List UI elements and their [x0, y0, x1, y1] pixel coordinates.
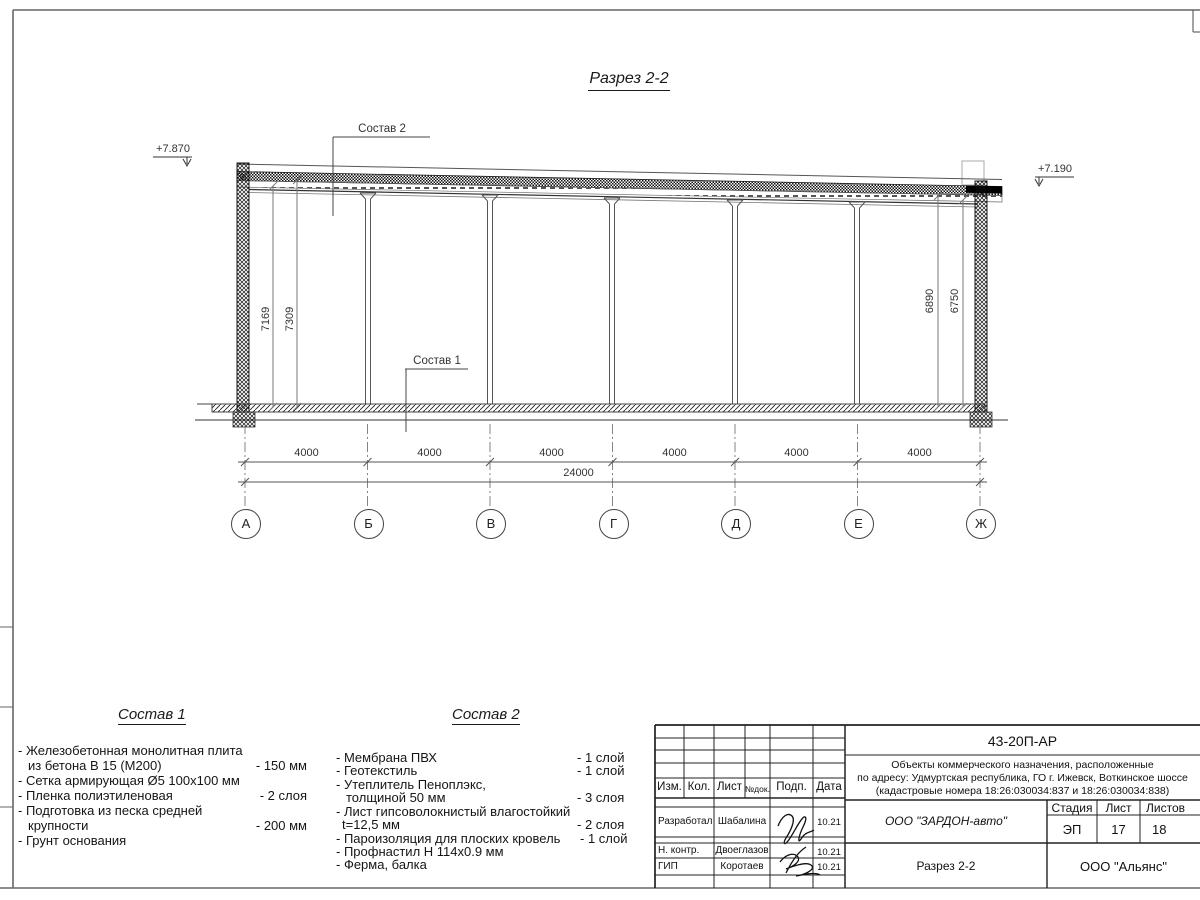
sheets-total: 18 — [1152, 822, 1167, 837]
sheet-label: Лист — [1105, 801, 1132, 815]
org-name: ООО "Альянс" — [1080, 859, 1167, 874]
col-izm: Изм. — [657, 781, 682, 793]
signature-1 — [778, 814, 814, 843]
callout-sostav2: Состав 2 — [358, 123, 406, 135]
sheet-number: 17 — [1111, 822, 1126, 837]
span-dim: 4000 — [539, 447, 564, 459]
legend1-item: - Пленка полиэтиленовая — [18, 788, 173, 803]
legend2-item: - Ферма, балка — [336, 857, 427, 872]
legend2-item: - Лист гипсоволокнистый влагостойкий — [336, 804, 571, 819]
vertical-dim-lines — [269, 176, 967, 411]
elevation-right-label: +7.190 — [1038, 163, 1072, 175]
axis-bubble-g: Г — [599, 509, 629, 539]
axis-bubble-b: Б — [354, 509, 384, 539]
legend2-item: - Геотекстиль — [336, 763, 418, 778]
span-dim: 4000 — [417, 447, 442, 459]
legend2-title: Состав 2 — [452, 706, 520, 723]
right-foundation — [970, 412, 992, 427]
project-address-2: по адресу: Удмуртская республика, ГО г. Ижевск, Воткинское шоссе — [857, 772, 1188, 784]
col-data: Дата — [816, 781, 842, 793]
axis-bubble-e: Е — [844, 509, 874, 539]
legend2-value: - 1 слой — [577, 763, 625, 778]
company-name: ООО "ЗАРДОН-авто" — [884, 814, 1008, 828]
axis-bubble-zh: Ж — [966, 509, 996, 539]
row2-date: 10.21 — [817, 847, 841, 858]
axis-lines — [245, 424, 980, 509]
row3-name: Коротаев — [720, 861, 764, 872]
axis-bubble-a: А — [231, 509, 261, 539]
legend1-item: - Грунт основания — [18, 833, 127, 848]
row3-role: ГИП — [658, 861, 678, 872]
project-address-3: (кадастровые номера 18:26:030034:837 и 18:26:030034:838) — [875, 785, 1170, 797]
horizontal-dim-lines — [238, 458, 987, 486]
dim-7169: 7169 — [260, 306, 272, 332]
legend2-item: - Профнастил Н 114х0.9 мм — [336, 844, 504, 859]
legend1-item: - Сетка армирующая Ø5 100х100 мм — [18, 773, 240, 788]
legend1-item: - Железобетонная монолитная плита — [18, 743, 243, 758]
legend1-item: из бетона В 15 (М200) — [28, 758, 162, 773]
legend2-item: - Пароизоляция для плоских кровель — [336, 831, 561, 846]
project-code: 43-20П-АР — [987, 733, 1058, 749]
row2-name: Двоеглазов — [715, 845, 769, 856]
columns — [360, 193, 865, 404]
sheets-label: Листов — [1146, 801, 1185, 815]
axis-bubble-d: Д — [721, 509, 751, 539]
legend1-title: Состав 1 — [118, 706, 186, 723]
legend1-item: крупности — [28, 818, 89, 833]
legend1-value: - 200 мм — [255, 818, 307, 833]
sheet-name: Разрез 2-2 — [916, 859, 976, 873]
left-foundation — [233, 412, 255, 427]
row1-name: Шабалина — [717, 816, 767, 827]
row1-role: Разработал — [658, 816, 713, 827]
span-dim: 4000 — [784, 447, 809, 459]
legend2-value: - 3 слоя — [577, 790, 625, 805]
legend2-item: - Мембрана ПВХ — [336, 750, 437, 765]
col-list: Лист — [717, 781, 742, 793]
floor-slab — [212, 404, 985, 412]
project-address-1: Объекты коммерческого назначения, расположенные — [891, 759, 1154, 771]
legend1-value: - 150 мм — [255, 758, 307, 773]
row2-role: Н. контр. — [658, 845, 700, 856]
col-podp: Подп. — [776, 781, 807, 793]
drawing-title: Разрез 2-2 — [588, 70, 670, 91]
legend2-item: t=12,5 мм — [342, 817, 400, 832]
legend2-value: - 2 слоя — [577, 817, 625, 832]
span-dim: 4000 — [907, 447, 932, 459]
legend1-item: - Подготовка из песка средней — [18, 803, 203, 818]
building-section — [195, 161, 1008, 427]
callout-sostav1: Состав 1 — [413, 355, 461, 367]
span-dim: 4000 — [294, 447, 319, 459]
legend1-value: - 2 слоя — [259, 788, 307, 803]
elevation-left-label: +7.870 — [156, 143, 190, 155]
legend2-item: толщиной 50 мм — [346, 790, 446, 805]
legend2-item: - Утеплитель Пеноплэкс, — [336, 777, 486, 792]
dim-7309: 7309 — [284, 306, 296, 332]
left-wall — [237, 163, 249, 412]
row3-date: 10.21 — [817, 862, 841, 873]
legend2-value: - 1 слой — [577, 750, 625, 765]
dim-6750: 6750 — [949, 288, 961, 314]
col-ndok: №док. — [745, 784, 770, 794]
total-dim: 24000 — [563, 467, 594, 479]
legend2-value: - 1 слой — [580, 831, 628, 846]
span-dim: 4000 — [662, 447, 687, 459]
right-wall — [975, 181, 987, 412]
row1-date: 10.21 — [817, 817, 841, 828]
axis-bubble-v: В — [476, 509, 506, 539]
col-kol: Кол. — [687, 781, 711, 793]
stage-value: ЭП — [1062, 822, 1082, 837]
stage-label: Стадия — [1051, 801, 1093, 815]
dim-6890: 6890 — [924, 288, 936, 314]
